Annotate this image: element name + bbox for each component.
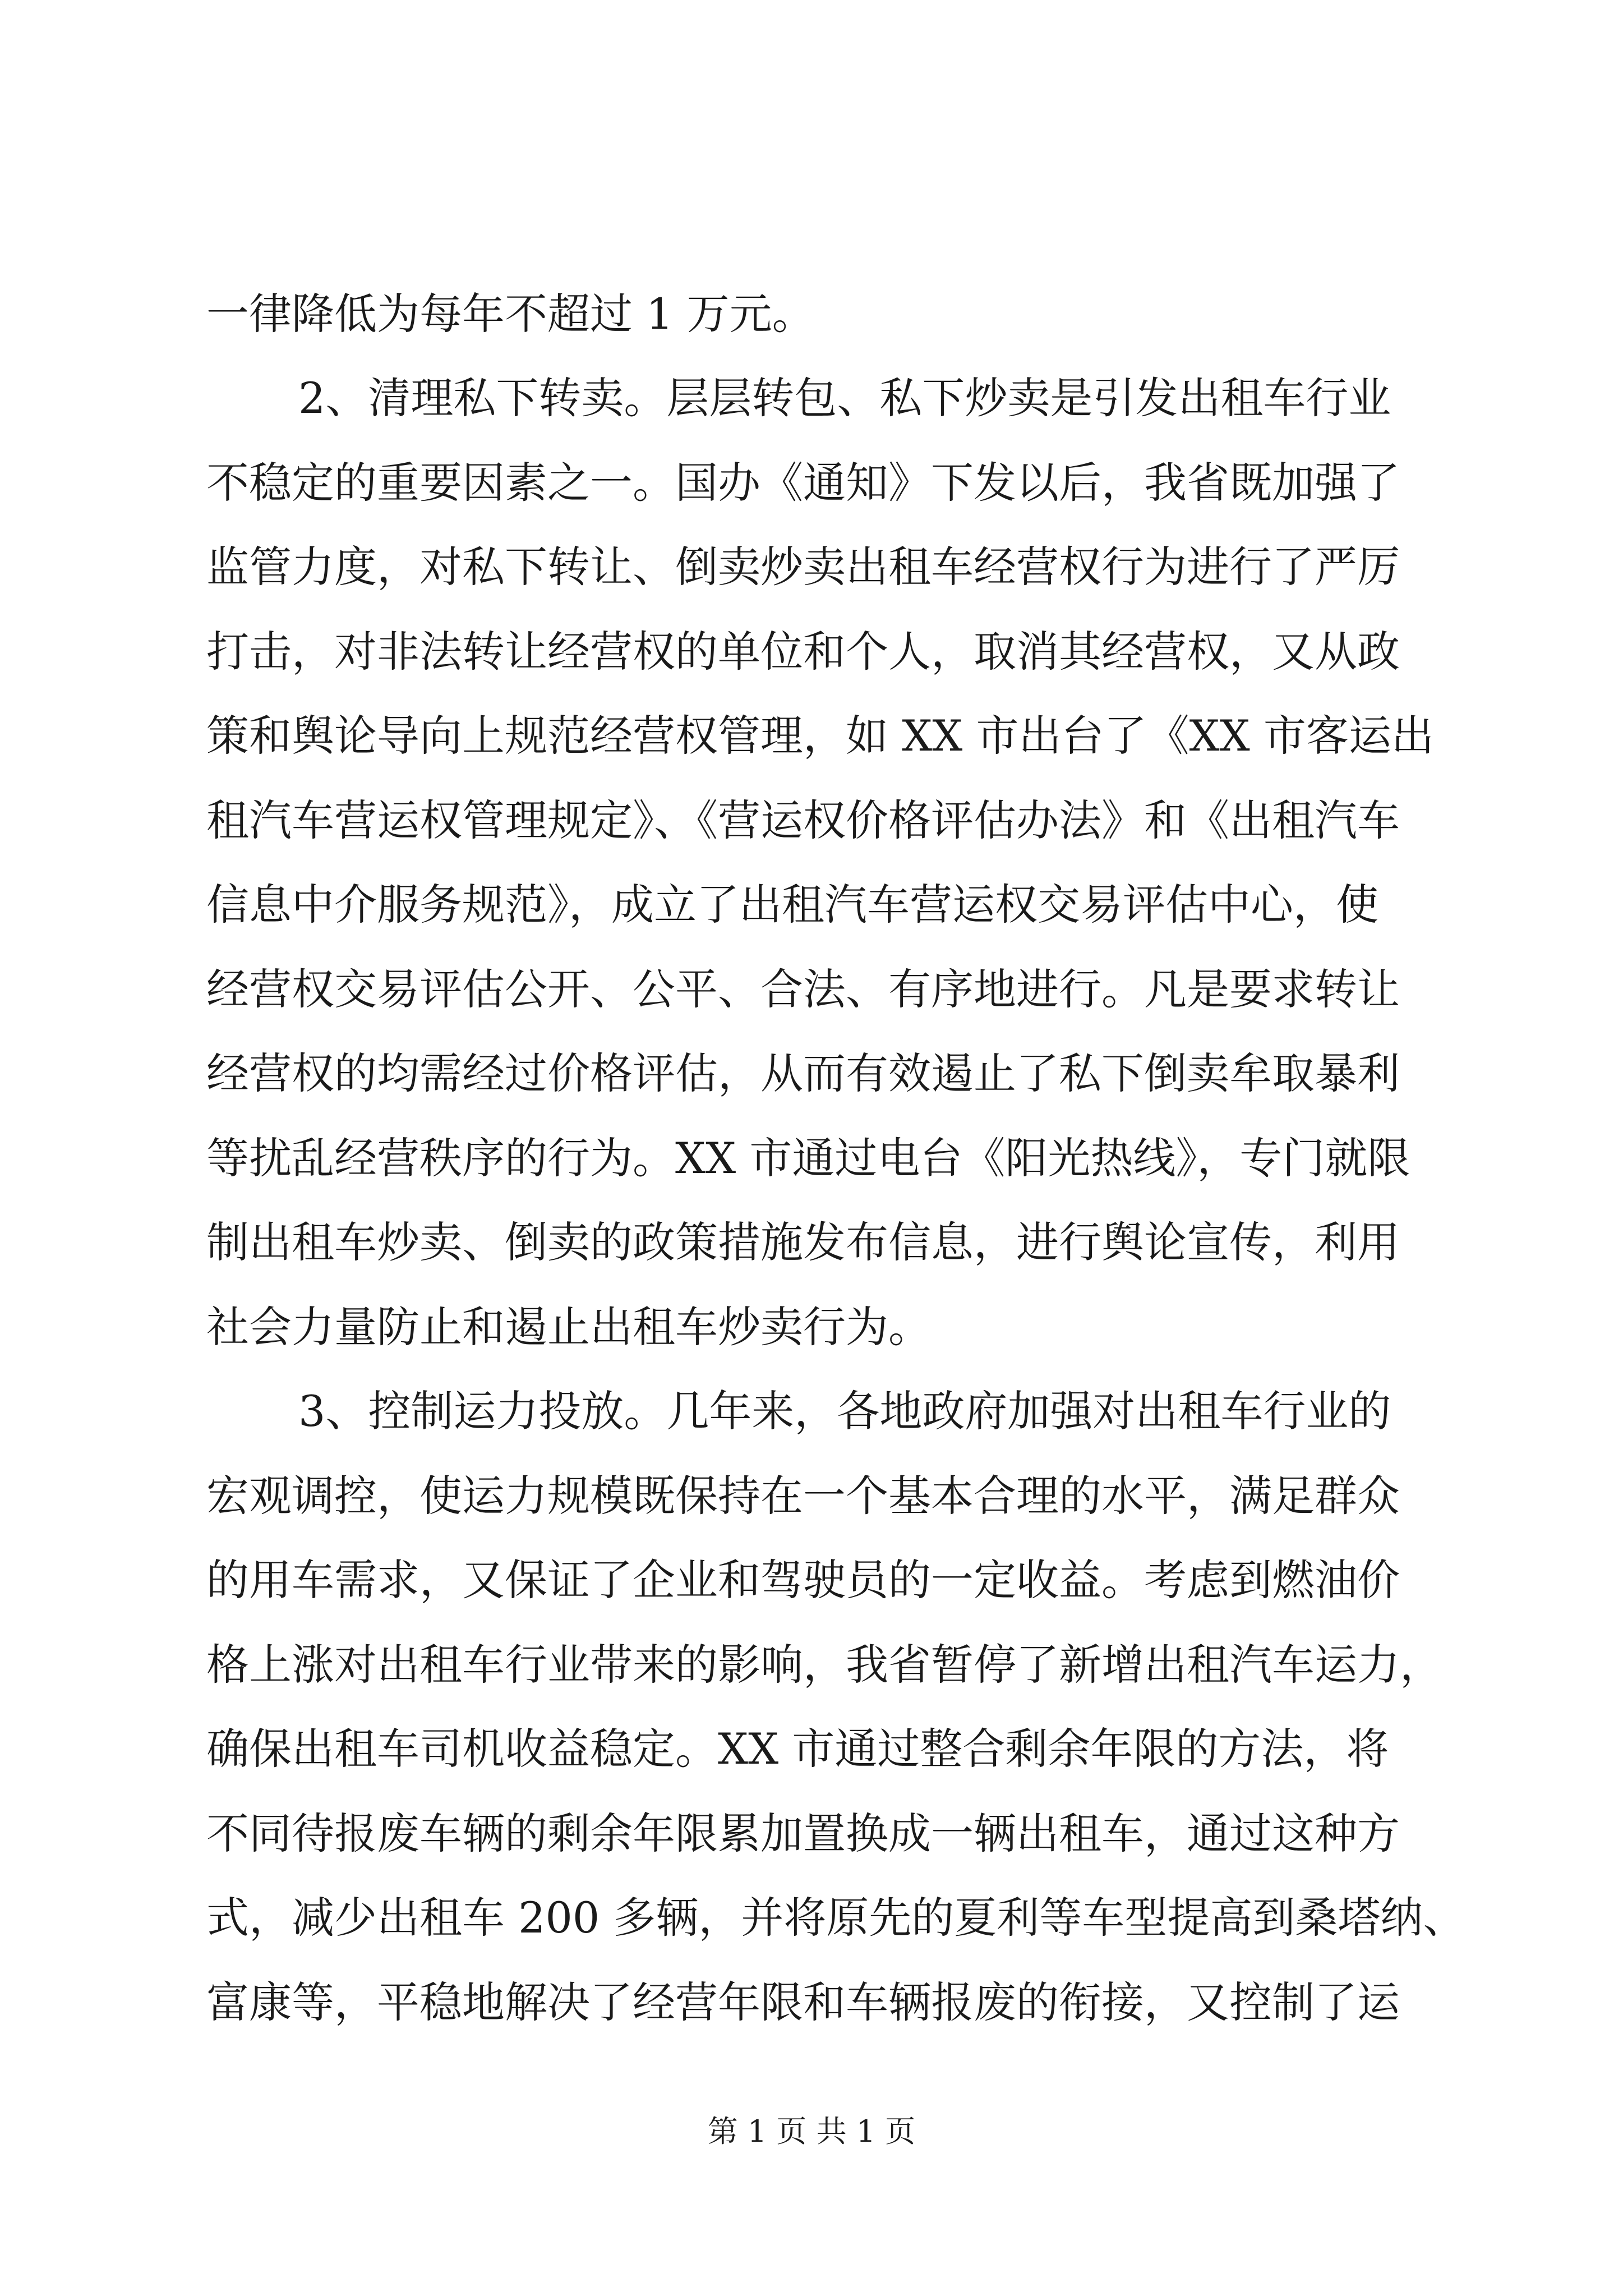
text-line: 式，减少出租车 200 多辆，并将原先的夏利等车型提高到桑塔纳、 xyxy=(206,1893,1466,1943)
text-line: 不同待报废车辆的剩余年限累加置换成一辆出租车，通过这种方 xyxy=(206,1809,1400,1858)
text-line: 2、清理私下转卖。层层转包、私下炒卖是引发出租车行业 xyxy=(298,373,1391,423)
text-line: 信息中介服务规范》，成立了出租汽车营运权交易评估中心，使 xyxy=(206,880,1378,930)
text-line: 社会力量防止和遏止出租车炒卖行为。 xyxy=(206,1302,931,1352)
text-line: 一律降低为每年不超过 1 万元。 xyxy=(206,289,815,339)
text-line: 确保出租车司机收益稳定。XX 市通过整合剩余年限的方法，将 xyxy=(206,1724,1389,1774)
text-line: 3、控制运力投放。几年来，各地政府加强对出租车行业的 xyxy=(298,1386,1391,1436)
text-line: 的用车需求，又保证了企业和驾驶员的一定收益。考虑到燃油价 xyxy=(206,1555,1400,1605)
text-line: 策和舆论导向上规范经营权管理，如 XX 市出台了《XX 市客运出 xyxy=(206,711,1434,761)
text-line: 经营权交易评估公开、公平、合法、有序地进行。凡是要求转让 xyxy=(206,964,1400,1014)
text-line: 不稳定的重要因素之一。国办《通知》下发以后，我省既加强了 xyxy=(206,458,1400,508)
text-line: 租汽车营运权管理规定》、《营运权价格评估办法》和《出租汽车 xyxy=(206,795,1400,845)
text-line: 制出租车炒卖、倒卖的政策措施发布信息，进行舆论宣传，利用 xyxy=(206,1217,1400,1267)
text-line: 打击，对非法转让经营权的单位和个人，取消其经营权，又从政 xyxy=(206,627,1400,677)
text-line: 经营权的均需经过价格评估，从而有效遏止了私下倒卖牟取暴利 xyxy=(206,1048,1400,1098)
text-line: 监管力度，对私下转让、倒卖炒卖出租车经营权行为进行了严厉 xyxy=(206,542,1400,592)
page-footer: 第 1 页 共 1 页 xyxy=(707,2114,916,2149)
text-line: 富康等，平稳地解决了经营年限和车辆报废的衔接，又控制了运 xyxy=(206,1977,1400,2027)
text-line: 格上涨对出租车行业带来的影响，我省暂停了新增出租汽车运力， xyxy=(206,1640,1442,1690)
text-line: 等扰乱经营秩序的行为。XX 市通过电台《阳光热线》，专门就限 xyxy=(206,1133,1410,1183)
text-line: 宏观调控，使运力规模既保持在一个基本合理的水平，满足群众 xyxy=(206,1471,1400,1521)
